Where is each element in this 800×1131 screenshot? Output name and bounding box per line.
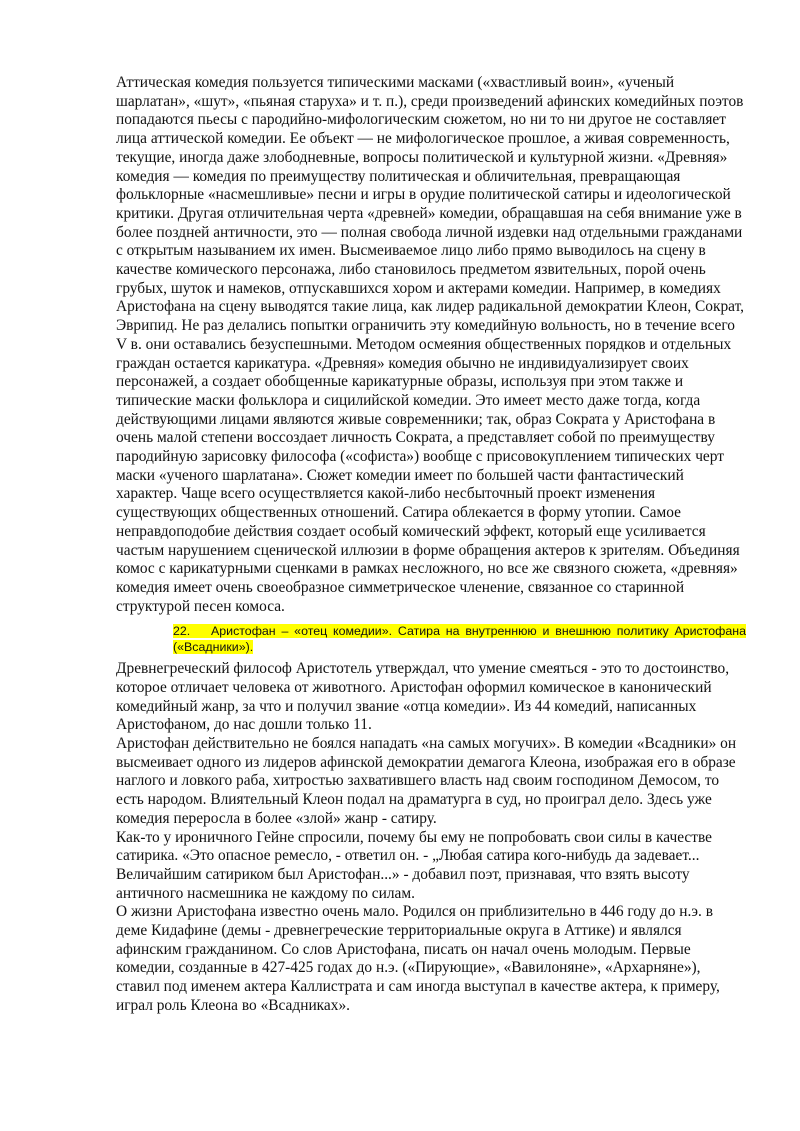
document-page [116,74,746,1016]
section-heading-22 [116,624,746,655]
paragraph-knights: Аристофан действительно не боялся нападать «на самых могучих». В комедии «Всадники» он высмеивает одного из лидеров афинской демократии демагога Клеона, изображая его в образе наглого и ловкого раба, хитростью захватившего власть над своим господином Демосом, то есть народом. Влиятельный Клеон подал на драматурга в суд, но проиграл дело. Здесь уже комедия переросла в более «злой» жанр - сатиру. [116,735,737,827]
paragraph-aristotle: Древнегреческий философ Аристотель утверждал, что умение смеяться - это то достоинство, которое отличает человека от животного. Аристофан оформил комическое в канонический комедийный жанр, за что и получил звание «отца комедии». Из 44 комедий, написанных Аристофаном, до нас дошли только 11. [116,660,730,734]
heading-number: 22. [173,624,191,639]
paragraph-comedy-masks: Аттическая комедия пользуется типическими масками («хвастливый воин», «ученый шарлатан», «шут», «пьяная старуха» и т. п.), среди произведений афинских комедийных поэтов попадаются пьесы с пародийно-мифологическим сюжетом, но ни то ни другое не составляет лица аттической комедии. Ее объект — не мифологическое прошлое, а живая современность, текущие, иногда даже злободневные, вопросы политической и культурной жизни. «Древняя» комедия — комедия по преимуществу политическая и обличительная, превращающая фольклорные «насмешливые» песни и игры в орудие политической сатиры и идеологической критики. Другая отличительная черта «древней» комедии, обращавшая на себя внимание уже в более поздней античности, это — полная свобода личной издевки над отдельными гражданами с открытым называнием их имен. Высмеиваемое лицо либо прямо выводилось на сцену в качестве комического персонажа, либо становилось предметом язвительных, порой очень грубых, шуток и намеков, отпускавшихся хором и актерами комедии. Например, в комедиях Аристофана на сцену выводятся такие лица, как лидер радикальной демократии Клеон, Сократ, Эврипид. Не раз делались попытки ограничить эту комедийную вольность, но в течение всего V в. они оставались безуспешными. Методом осмеяния общественных порядков и отдельных граждан остается карикатура. «Древняя» комедия обычно не индивидуализирует своих персонажей, а создает обобщенные карикатурные образы, используя при этом также и типические маски фольклора и сицилийской комедии. Это имеет место даже тогда, когда действующими лицами являются живые современники; так, образ Сократа у Аристофана в очень малой степени воссоздает личность Сократа, а представляет собой по преимуществу пародийную зарисовку философа («софиста») вообще с присовокуплением типических черт маски «ученого шарлатана». Сюжет комедии имеет по большей части фантастический характер. Чаще всего осуществляется какой-либо несбыточный проект изменения существующих общественных отношений. Сатира облекается в форму утопии. Самое неправдоподобие действия создает особый комический эффект, который еще усиливается частым нарушением сценической иллюзии в форме обращения актеров к зрителям. Объединяя комос с карикатурными сценками в рамках несложного, но все же связного сюжета, «древняя» комедия имеет очень своеобразное симметрическое членение, связанное со старинной структурой песен комоса. [116,74,745,615]
paragraph-heine: Как-то у ироничного Гейне спросили, почему бы ему не попробовать свои силы в качестве сатирика. «Это опасное ремесло, - ответил он. - „Любая сатира кого-нибудь да задевает... Величайшим сатириком был Аристофан...» - добавил поэт, признавая, что взять высоту античного насмешника не каждому по силам. [116,828,712,902]
heading-text: Аристофан – «отец комедии». Сатира на внутреннюю и внешнюю политику Аристофана («Всадники»). [173,624,746,654]
paragraph-biography: О жизни Аристофана известно очень мало. Родился он приблизительно в 446 году до н.э. в деме Кидафине (демы - древнегреческие территориальные округа в Аттике) и являлся афинским гражданином. Со слов Аристофана, писать он начал очень молодым. Первые комедии, созданные в 427-425 годах до н.э. («Пирующие», «Вавилоняне», «Архарняне»), ставил под именем актера Каллистрата и сам иногда выступал в качестве актера, к примеру, играл роль Клеона во «Всадниках». [116,903,720,1014]
